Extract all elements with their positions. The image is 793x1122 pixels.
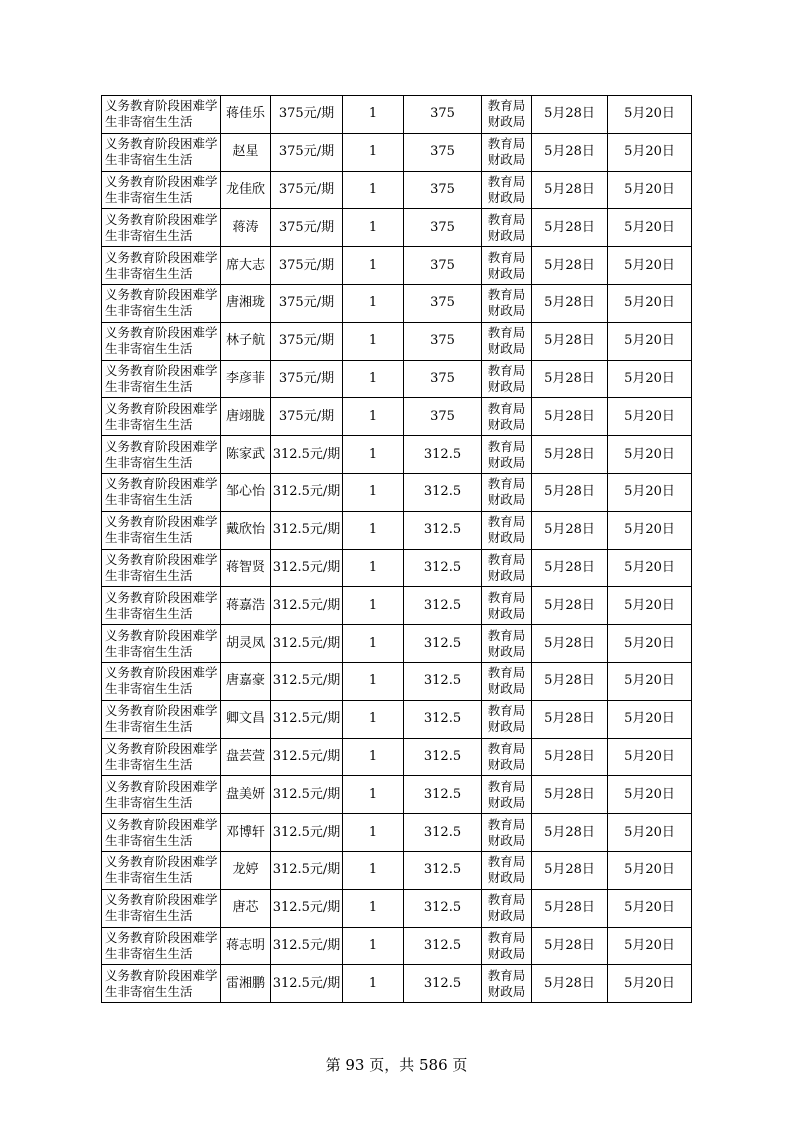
student-name-cell: 李彦菲 [221, 360, 271, 398]
date-cell-2: 5月20日 [608, 171, 692, 209]
student-name-cell: 唐湘珑 [221, 284, 271, 322]
standard-cell: 312.5元/期 [271, 662, 343, 700]
standard-cell: 375元/期 [271, 284, 343, 322]
subsidy-type-cell: 义务教育阶段困难学生非寄宿生生活 [102, 284, 221, 322]
standard-cell: 375元/期 [271, 209, 343, 247]
amount-cell: 312.5 [404, 625, 482, 663]
amount-cell: 312.5 [404, 814, 482, 852]
amount-cell: 375 [404, 209, 482, 247]
date-cell-2: 5月20日 [608, 625, 692, 663]
department-cell: 教育局财政局 [482, 889, 532, 927]
date-cell-1: 5月28日 [532, 625, 608, 663]
department-cell: 教育局财政局 [482, 360, 532, 398]
count-cell: 1 [343, 360, 404, 398]
standard-cell: 375元/期 [271, 360, 343, 398]
date-cell-1: 5月28日 [532, 776, 608, 814]
table-row [102, 96, 692, 134]
student-name-cell: 邹心怡 [221, 473, 271, 511]
date-cell-1: 5月28日 [532, 96, 608, 134]
date-cell-1: 5月28日 [532, 360, 608, 398]
amount-cell: 312.5 [404, 889, 482, 927]
department-cell: 教育局财政局 [482, 738, 532, 776]
amount-cell: 375 [404, 133, 482, 171]
table-row [102, 473, 692, 511]
standard-cell: 375元/期 [271, 322, 343, 360]
standard-cell: 312.5元/期 [271, 587, 343, 625]
date-cell-2: 5月20日 [608, 889, 692, 927]
student-name-cell: 胡灵凤 [221, 625, 271, 663]
table-row [102, 398, 692, 436]
standard-cell: 312.5元/期 [271, 549, 343, 587]
count-cell: 1 [343, 96, 404, 134]
table-row [102, 209, 692, 247]
subsidy-type-cell: 义务教育阶段困难学生非寄宿生生活 [102, 436, 221, 474]
date-cell-1: 5月28日 [532, 209, 608, 247]
standard-cell: 375元/期 [271, 398, 343, 436]
table-body [102, 96, 692, 1003]
department-cell: 教育局财政局 [482, 247, 532, 285]
date-cell-2: 5月20日 [608, 436, 692, 474]
amount-cell: 312.5 [404, 738, 482, 776]
department-cell: 教育局财政局 [482, 625, 532, 663]
table-row [102, 284, 692, 322]
standard-cell: 312.5元/期 [271, 473, 343, 511]
subsidy-type-cell: 义务教育阶段困难学生非寄宿生生活 [102, 965, 221, 1003]
amount-cell: 312.5 [404, 700, 482, 738]
date-cell-2: 5月20日 [608, 473, 692, 511]
date-cell-2: 5月20日 [608, 851, 692, 889]
subsidy-type-cell: 义务教育阶段困难学生非寄宿生生活 [102, 851, 221, 889]
table-row [102, 511, 692, 549]
standard-cell: 312.5元/期 [271, 625, 343, 663]
count-cell: 1 [343, 171, 404, 209]
department-cell: 教育局财政局 [482, 587, 532, 625]
count-cell: 1 [343, 927, 404, 965]
count-cell: 1 [343, 473, 404, 511]
student-name-cell: 卿文昌 [221, 700, 271, 738]
date-cell-1: 5月28日 [532, 436, 608, 474]
department-cell: 教育局财政局 [482, 511, 532, 549]
date-cell-1: 5月28日 [532, 398, 608, 436]
date-cell-2: 5月20日 [608, 587, 692, 625]
count-cell: 1 [343, 662, 404, 700]
table-row [102, 360, 692, 398]
department-cell: 教育局财政局 [482, 209, 532, 247]
student-name-cell: 蒋智贤 [221, 549, 271, 587]
subsidy-type-cell: 义务教育阶段困难学生非寄宿生生活 [102, 473, 221, 511]
count-cell: 1 [343, 889, 404, 927]
table-row [102, 247, 692, 285]
date-cell-2: 5月20日 [608, 209, 692, 247]
student-name-cell: 盘芸萱 [221, 738, 271, 776]
page-number: 第 93 页，共 586 页 [325, 1056, 468, 1074]
subsidy-type-cell: 义务教育阶段困难学生非寄宿生生活 [102, 662, 221, 700]
date-cell-1: 5月28日 [532, 322, 608, 360]
count-cell: 1 [343, 738, 404, 776]
student-name-cell: 龙佳欣 [221, 171, 271, 209]
amount-cell: 375 [404, 284, 482, 322]
count-cell: 1 [343, 851, 404, 889]
date-cell-1: 5月28日 [532, 133, 608, 171]
amount-cell: 375 [404, 360, 482, 398]
subsidy-type-cell: 义务教育阶段困难学生非寄宿生生活 [102, 776, 221, 814]
date-cell-2: 5月20日 [608, 398, 692, 436]
department-cell: 教育局财政局 [482, 96, 532, 134]
date-cell-2: 5月20日 [608, 814, 692, 852]
department-cell: 教育局财政局 [482, 436, 532, 474]
date-cell-2: 5月20日 [608, 511, 692, 549]
department-cell: 教育局财政局 [482, 398, 532, 436]
date-cell-1: 5月28日 [532, 662, 608, 700]
student-name-cell: 林子航 [221, 322, 271, 360]
date-cell-2: 5月20日 [608, 549, 692, 587]
department-cell: 教育局财政局 [482, 473, 532, 511]
table-row [102, 662, 692, 700]
department-cell: 教育局财政局 [482, 814, 532, 852]
subsidy-type-cell: 义务教育阶段困难学生非寄宿生生活 [102, 738, 221, 776]
department-cell: 教育局财政局 [482, 776, 532, 814]
amount-cell: 312.5 [404, 549, 482, 587]
count-cell: 1 [343, 625, 404, 663]
table-row [102, 133, 692, 171]
student-name-cell: 蒋涛 [221, 209, 271, 247]
table-row [102, 776, 692, 814]
amount-cell: 312.5 [404, 965, 482, 1003]
table-row [102, 700, 692, 738]
student-name-cell: 蒋嘉浩 [221, 587, 271, 625]
standard-cell: 375元/期 [271, 171, 343, 209]
date-cell-1: 5月28日 [532, 549, 608, 587]
date-cell-1: 5月28日 [532, 247, 608, 285]
student-name-cell: 龙婷 [221, 851, 271, 889]
standard-cell: 312.5元/期 [271, 814, 343, 852]
amount-cell: 312.5 [404, 436, 482, 474]
subsidy-type-cell: 义务教育阶段困难学生非寄宿生生活 [102, 209, 221, 247]
standard-cell: 375元/期 [271, 247, 343, 285]
date-cell-1: 5月28日 [532, 284, 608, 322]
table-row [102, 171, 692, 209]
amount-cell: 375 [404, 171, 482, 209]
department-cell: 教育局财政局 [482, 965, 532, 1003]
department-cell: 教育局财政局 [482, 133, 532, 171]
amount-cell: 375 [404, 247, 482, 285]
date-cell-2: 5月20日 [608, 96, 692, 134]
count-cell: 1 [343, 549, 404, 587]
standard-cell: 375元/期 [271, 133, 343, 171]
standard-cell: 312.5元/期 [271, 511, 343, 549]
subsidy-type-cell: 义务教育阶段困难学生非寄宿生生活 [102, 171, 221, 209]
date-cell-1: 5月28日 [532, 851, 608, 889]
amount-cell: 375 [404, 96, 482, 134]
table-row [102, 851, 692, 889]
date-cell-1: 5月28日 [532, 965, 608, 1003]
student-name-cell: 盘美妍 [221, 776, 271, 814]
date-cell-1: 5月28日 [532, 738, 608, 776]
date-cell-2: 5月20日 [608, 662, 692, 700]
standard-cell: 312.5元/期 [271, 927, 343, 965]
subsidy-type-cell: 义务教育阶段困难学生非寄宿生生活 [102, 133, 221, 171]
table-row [102, 889, 692, 927]
student-name-cell: 唐芯 [221, 889, 271, 927]
amount-cell: 312.5 [404, 473, 482, 511]
date-cell-1: 5月28日 [532, 927, 608, 965]
subsidy-type-cell: 义务教育阶段困难学生非寄宿生生活 [102, 549, 221, 587]
table-row [102, 549, 692, 587]
department-cell: 教育局财政局 [482, 927, 532, 965]
date-cell-1: 5月28日 [532, 700, 608, 738]
date-cell-2: 5月20日 [608, 322, 692, 360]
table-row [102, 927, 692, 965]
count-cell: 1 [343, 133, 404, 171]
department-cell: 教育局财政局 [482, 549, 532, 587]
student-name-cell: 席大志 [221, 247, 271, 285]
table-row [102, 436, 692, 474]
standard-cell: 312.5元/期 [271, 700, 343, 738]
student-name-cell: 雷湘鹏 [221, 965, 271, 1003]
table-row [102, 965, 692, 1003]
date-cell-2: 5月20日 [608, 700, 692, 738]
subsidy-type-cell: 义务教育阶段困难学生非寄宿生生活 [102, 96, 221, 134]
subsidy-type-cell: 义务教育阶段困难学生非寄宿生生活 [102, 398, 221, 436]
count-cell: 1 [343, 284, 404, 322]
student-name-cell: 邓博轩 [221, 814, 271, 852]
department-cell: 教育局财政局 [482, 322, 532, 360]
standard-cell: 312.5元/期 [271, 889, 343, 927]
date-cell-1: 5月28日 [532, 171, 608, 209]
count-cell: 1 [343, 398, 404, 436]
subsidy-type-cell: 义务教育阶段困难学生非寄宿生生活 [102, 511, 221, 549]
student-name-cell: 陈家武 [221, 436, 271, 474]
subsidy-type-cell: 义务教育阶段困难学生非寄宿生生活 [102, 360, 221, 398]
subsidy-table [101, 95, 692, 1003]
subsidy-type-cell: 义务教育阶段困难学生非寄宿生生活 [102, 814, 221, 852]
department-cell: 教育局财政局 [482, 284, 532, 322]
subsidy-type-cell: 义务教育阶段困难学生非寄宿生生活 [102, 927, 221, 965]
department-cell: 教育局财政局 [482, 662, 532, 700]
table-row [102, 814, 692, 852]
amount-cell: 312.5 [404, 587, 482, 625]
table-row [102, 738, 692, 776]
subsidy-type-cell: 义务教育阶段困难学生非寄宿生生活 [102, 247, 221, 285]
date-cell-2: 5月20日 [608, 247, 692, 285]
count-cell: 1 [343, 247, 404, 285]
count-cell: 1 [343, 700, 404, 738]
count-cell: 1 [343, 436, 404, 474]
count-cell: 1 [343, 965, 404, 1003]
count-cell: 1 [343, 511, 404, 549]
date-cell-1: 5月28日 [532, 587, 608, 625]
student-name-cell: 唐翊胧 [221, 398, 271, 436]
subsidy-type-cell: 义务教育阶段困难学生非寄宿生生活 [102, 889, 221, 927]
table-row [102, 587, 692, 625]
student-name-cell: 赵星 [221, 133, 271, 171]
student-name-cell: 蒋志明 [221, 927, 271, 965]
count-cell: 1 [343, 587, 404, 625]
subsidy-type-cell: 义务教育阶段困难学生非寄宿生生活 [102, 322, 221, 360]
student-name-cell: 唐嘉豪 [221, 662, 271, 700]
date-cell-1: 5月28日 [532, 473, 608, 511]
amount-cell: 312.5 [404, 851, 482, 889]
date-cell-2: 5月20日 [608, 776, 692, 814]
amount-cell: 375 [404, 398, 482, 436]
table-row [102, 625, 692, 663]
standard-cell: 312.5元/期 [271, 851, 343, 889]
amount-cell: 375 [404, 322, 482, 360]
department-cell: 教育局财政局 [482, 700, 532, 738]
department-cell: 教育局财政局 [482, 851, 532, 889]
date-cell-2: 5月20日 [608, 284, 692, 322]
date-cell-2: 5月20日 [608, 927, 692, 965]
subsidy-type-cell: 义务教育阶段困难学生非寄宿生生活 [102, 700, 221, 738]
standard-cell: 312.5元/期 [271, 965, 343, 1003]
student-name-cell: 蒋佳乐 [221, 96, 271, 134]
standard-cell: 312.5元/期 [271, 776, 343, 814]
student-name-cell: 戴欣怡 [221, 511, 271, 549]
date-cell-2: 5月20日 [608, 965, 692, 1003]
subsidy-type-cell: 义务教育阶段困难学生非寄宿生生活 [102, 625, 221, 663]
standard-cell: 312.5元/期 [271, 436, 343, 474]
amount-cell: 312.5 [404, 927, 482, 965]
date-cell-1: 5月28日 [532, 511, 608, 549]
amount-cell: 312.5 [404, 662, 482, 700]
date-cell-2: 5月20日 [608, 360, 692, 398]
subsidy-type-cell: 义务教育阶段困难学生非寄宿生生活 [102, 587, 221, 625]
amount-cell: 312.5 [404, 511, 482, 549]
date-cell-2: 5月20日 [608, 738, 692, 776]
standard-cell: 312.5元/期 [271, 738, 343, 776]
date-cell-1: 5月28日 [532, 889, 608, 927]
count-cell: 1 [343, 322, 404, 360]
date-cell-2: 5月20日 [608, 133, 692, 171]
date-cell-1: 5月28日 [532, 814, 608, 852]
count-cell: 1 [343, 209, 404, 247]
count-cell: 1 [343, 776, 404, 814]
department-cell: 教育局财政局 [482, 171, 532, 209]
count-cell: 1 [343, 814, 404, 852]
table-row [102, 322, 692, 360]
amount-cell: 312.5 [404, 776, 482, 814]
standard-cell: 375元/期 [271, 96, 343, 134]
